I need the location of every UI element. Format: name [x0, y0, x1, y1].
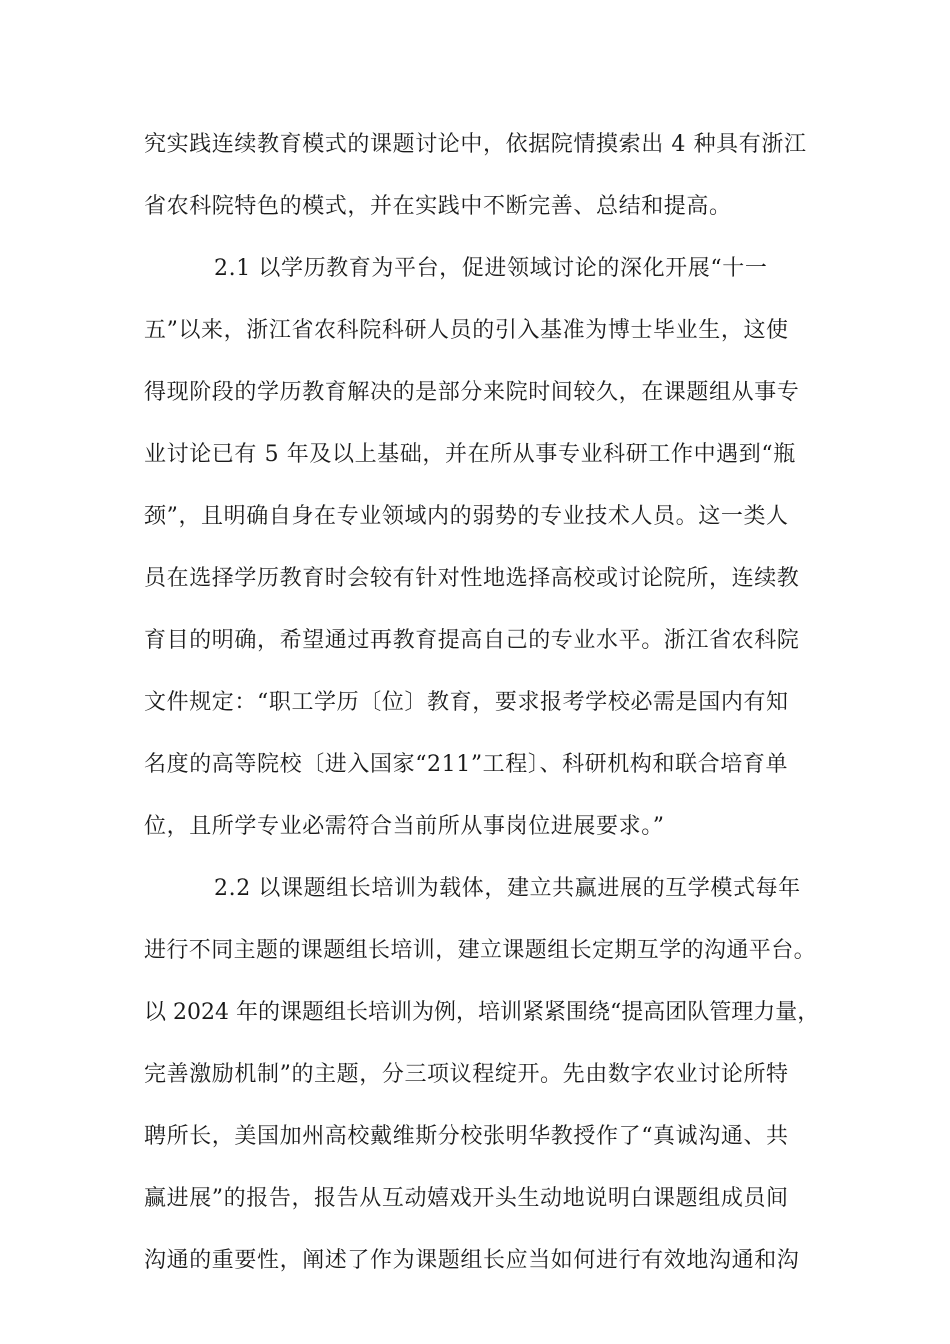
- text-line: 名度的高等院校〔进入国家“211”工程〕、科研机构和联合培育单: [144, 752, 789, 777]
- text-line: 得现阶段的学历教育解决的是部分来院时间较久，在课题组从事专: [144, 380, 800, 405]
- text-line: 位，且所学专业必需符合当前所从事岗位进展要求。”: [144, 814, 665, 839]
- text-line: 省农科院特色的模式，并在实践中不断完善、总结和提高。: [144, 194, 732, 219]
- text-line: 完善激励机制”的主题，分三项议程绽开。先由数字农业讨论所特: [144, 1062, 789, 1087]
- text-line: 育目的明确，希望通过再教育提高自己的专业水平。浙江省农科院: [144, 628, 800, 653]
- text-line: 文件规定：“职工学历〔位〕教育，要求报考学校必需是国内有知: [144, 690, 789, 715]
- text-line: 员在选择学历教育时会较有针对性地选择高校或讨论院所，连续教: [144, 566, 800, 591]
- text-line: 聘所长，美国加州高校戴维斯分校张明华教授作了“真诚沟通、共: [144, 1124, 789, 1149]
- text-line: 究实践连续教育模式的课题讨论中，依据院情摸索出 4 种具有浙江: [144, 132, 807, 157]
- text-line: 沟通的重要性，阐述了作为课题组长应当如何进行有效地沟通和沟: [144, 1248, 800, 1273]
- text-line: 五”以来，浙江省农科院科研人员的引入基准为博士毕业生，这使: [144, 318, 789, 343]
- text-line: 颈”，且明确自身在专业领域内的弱势的专业技术人员。这一类人: [144, 504, 789, 529]
- section-heading-2-1: 2.1 以学历教育为平台，促进领域讨论的深化开展“十一: [214, 256, 768, 281]
- section-heading-2-2: 2.2 以课题组长培训为载体，建立共赢进展的互学模式每年: [214, 876, 801, 901]
- text-line: 赢进展”的报告，报告从互动嬉戏开头生动地说明白课题组成员间: [144, 1186, 789, 1211]
- text-line: 以 2024 年的课题组长培训为例，培训紧紧围绕“提高团队管理力量，: [144, 1000, 820, 1025]
- text-line: 业讨论已有 5 年及以上基础，并在所从事专业科研工作中遇到“瓶: [144, 442, 796, 467]
- text-line: 进行不同主题的课题组长培训，建立课题组长定期互学的沟通平台。: [144, 938, 817, 963]
